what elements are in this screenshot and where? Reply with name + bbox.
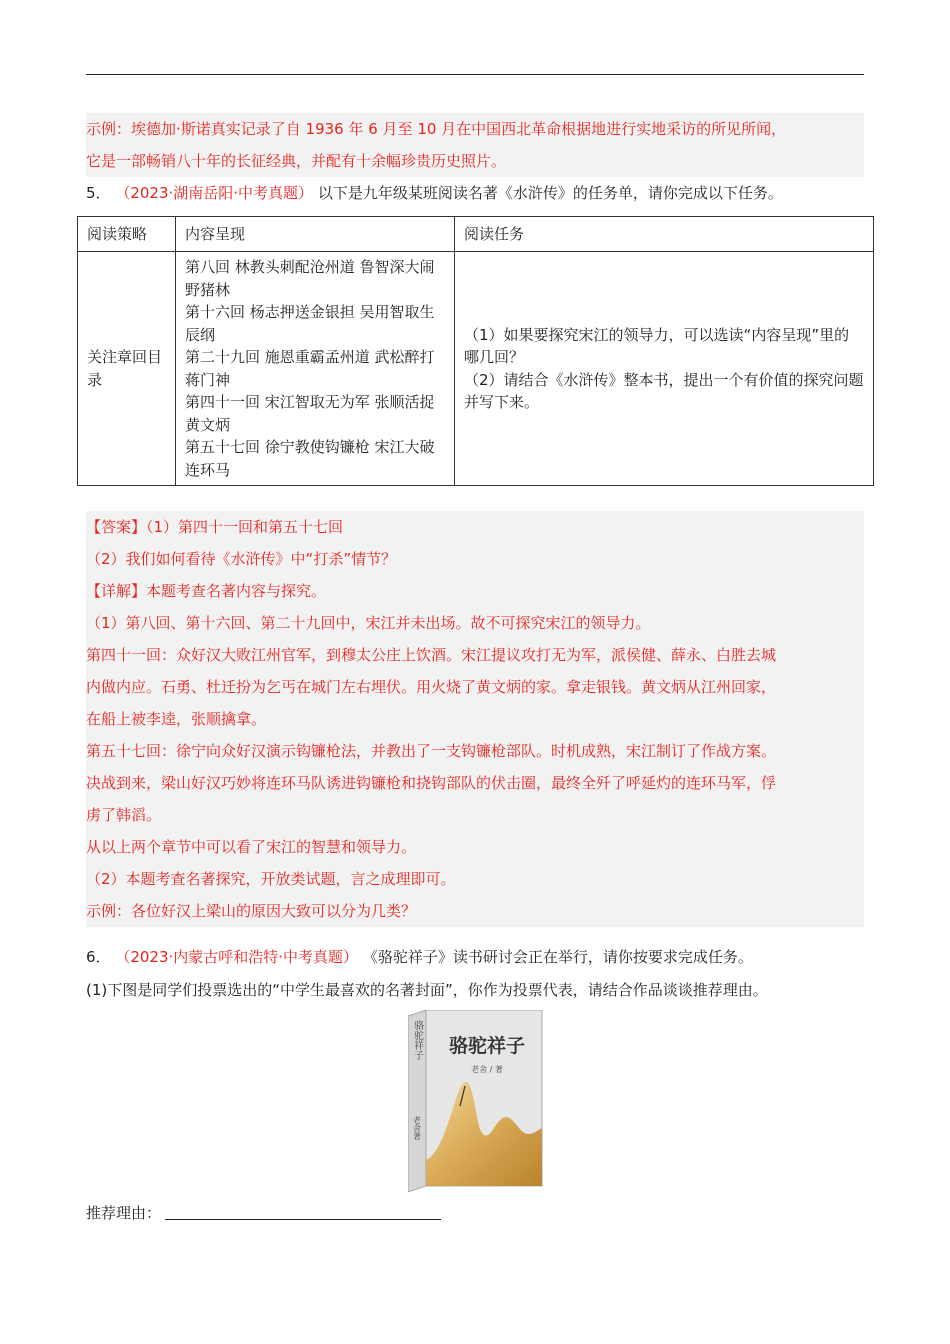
header-task: 阅读任务 xyxy=(455,217,874,252)
task-item: （2）请结合《水浒传》整本书，提出一个有价值的探究问题并写下来。 xyxy=(464,370,864,411)
question-6-sub-1: (1)下图是同学们投票选出的“中学生最喜欢的名著封面”，你作为投票代表，请结合作品谈谈推荐理由。 xyxy=(86,981,768,999)
answer-line: 第四十一回：众好汉大败江州官军，到穆太公庄上饮酒。宋江提议攻打无为军，派侯健、薛永、白胜去城 xyxy=(86,646,777,664)
header-rule xyxy=(86,74,864,75)
chapter-item: 第二十九回 施恩重霸孟州道 武松醉打蒋门神 xyxy=(185,348,435,389)
table-header-row xyxy=(78,217,874,252)
answer-line: （2）我们如何看待《水浒传》中“打杀”情节？ xyxy=(86,550,397,568)
chapter-item: 第五十七回 徐宁教使钩镰枪 宋江大破连环马 xyxy=(185,438,435,479)
header-content: 内容呈现 xyxy=(176,217,455,252)
example-line-2: 它是一部畅销八十年的长征经典，并配有十余幅珍贵历史照片。 xyxy=(86,152,507,170)
answer-block xyxy=(86,511,864,927)
cover-title: 骆驼祥子 xyxy=(448,1035,526,1057)
answer-line: 决战到来，梁山好汉巧妙将连环马队诱进钩镰枪和挠钩部队的伏击圈，最终全歼了呼延灼的连环马军，俘 xyxy=(86,774,777,792)
answer-line: 在船上被李逵，张顺擒拿。 xyxy=(86,710,267,728)
example-line-1: 示例：埃德加·斯诺真实记录了自 1936 年 6 月至 10 月在中国西北革命根据地进行实地采访的所见所闻， xyxy=(86,120,787,138)
strategy-cell: 关注章回目录 xyxy=(78,252,176,486)
answer-line: 【答案】（1）第四十一回和第五十七回 xyxy=(86,518,344,536)
question-6 xyxy=(86,941,876,973)
answer-line: 【详解】本题考查名著内容与探究。 xyxy=(86,582,327,600)
recommend-reason-label: 推荐理由： xyxy=(86,1204,162,1222)
answer-line: （2）本题考查名著探究，开放类试题，言之成理即可。 xyxy=(86,870,456,888)
answer-line: 内做内应。石勇、杜迁扮为乞丐在城门左右埋伏。用火烧了黄文炳的家。拿走银钱。黄文炳从江州回家， xyxy=(86,678,777,696)
question-5 xyxy=(86,177,876,209)
spine-author: 老舍著 xyxy=(412,1116,422,1140)
question-5-number: 5． xyxy=(86,184,111,202)
answer-line: 虏了韩滔。 xyxy=(86,806,162,824)
table-row xyxy=(78,252,874,486)
question-6-text: 《骆驼祥子》读书研讨会正在举行，请你按要求完成任务。 xyxy=(362,948,753,966)
answer-line: 示例：各位好汉上梁山的原因大致可以分为几类？ xyxy=(86,902,417,920)
question-6-source: （2023·内蒙古呼和浩特·中考真题） xyxy=(115,948,359,966)
question-5-text: 以下是九年级某班阅读名著《水浒传》的任务单，请你完成以下任务。 xyxy=(317,184,783,202)
answer-line: 从以上两个章节中可以看了宋江的智慧和领导力。 xyxy=(86,838,417,856)
cover-author: 老舍 / 著 xyxy=(471,1065,503,1074)
example-top xyxy=(86,113,864,177)
answer-line: （1）第八回、第十六回、第二十九回中，宋江并未出场。故不可探究宋江的领导力。 xyxy=(86,614,651,632)
book-cover-image xyxy=(408,1010,544,1192)
answer-blank[interactable] xyxy=(165,1199,441,1220)
chapter-item: 第十六回 杨志押送金银担 吴用智取生辰纲 xyxy=(185,303,435,344)
chapters-cell xyxy=(176,252,455,486)
chapter-item: 第八回 林教头刺配沧州道 鲁智深大闹野猪林 xyxy=(185,258,435,299)
header-strategy: 阅读策略 xyxy=(78,217,176,252)
spine-title: 骆驼祥子 xyxy=(411,1020,423,1060)
reading-task-table xyxy=(77,216,874,486)
question-5-source: （2023·湖南岳阳·中考真题） xyxy=(115,184,314,202)
answer-line: 第五十七回：徐宁向众好汉演示钩镰枪法，并教出了一支钩镰枪部队。时机成熟，宋江制订了作战方案。 xyxy=(86,742,777,760)
task-item: （1）如果要探究宋江的领导力，可以选读“内容呈现”里的哪几回？ xyxy=(464,325,850,366)
tasks-cell xyxy=(455,252,874,486)
question-6-number: 6． xyxy=(86,948,111,966)
chapter-item: 第四十一回 宋江智取无为军 张顺活捉黄文炳 xyxy=(185,393,435,434)
recommend-reason xyxy=(86,1198,441,1228)
